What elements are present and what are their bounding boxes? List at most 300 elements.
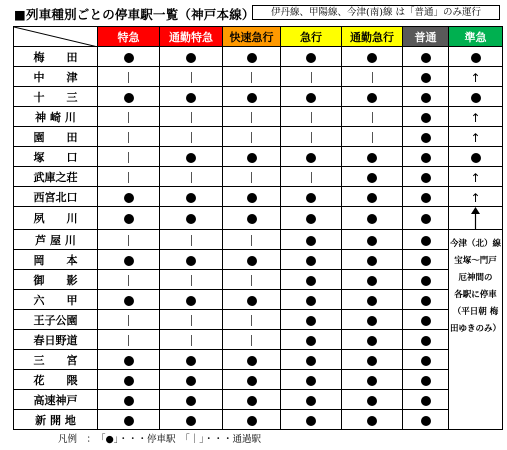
table-row (14, 147, 503, 167)
stop-cell (403, 330, 449, 350)
station-name: 三 宮 (14, 350, 98, 370)
column-header: 通勤特急 (160, 27, 223, 47)
pass-cell (223, 230, 281, 250)
pass-bar-icon (191, 335, 192, 346)
stop-dot-icon (306, 93, 316, 103)
table-row (14, 187, 503, 207)
continue-cell (449, 67, 503, 87)
junkyu-note (449, 230, 503, 430)
stop-cell (281, 330, 342, 350)
station-name: 岡 本 (14, 250, 98, 270)
column-header: 特急 (98, 27, 160, 47)
table-row (14, 410, 503, 430)
table-row (14, 290, 503, 310)
stop-cell (98, 390, 160, 410)
stop-dot-icon (471, 93, 481, 103)
station-name: 塚 口 (14, 147, 98, 167)
pass-bar-icon (311, 72, 312, 83)
pass-cell (281, 67, 342, 87)
junkyu-note-line: 各駅に停車 (454, 290, 497, 300)
pass-cell (223, 67, 281, 87)
table-row (14, 370, 503, 390)
pass-cell (160, 107, 223, 127)
stop-dot-icon (421, 276, 431, 286)
stop-dot-icon (186, 256, 196, 266)
stop-cell (403, 230, 449, 250)
pass-cell (223, 330, 281, 350)
stop-cell (160, 207, 223, 230)
pass-bar-icon (128, 275, 129, 286)
stop-dot-icon (186, 214, 196, 224)
stop-cell (342, 147, 403, 167)
stop-cell (342, 390, 403, 410)
pass-bar-icon (251, 335, 252, 346)
table-row (14, 127, 503, 147)
stop-dot-icon (306, 276, 316, 286)
station-name: 新 開 地 (14, 410, 98, 430)
stop-dot-icon (421, 93, 431, 103)
pass-cell (223, 107, 281, 127)
stop-cell (281, 310, 342, 330)
pass-bar-icon (128, 132, 129, 143)
pass-cell (160, 67, 223, 87)
stop-cell (403, 107, 449, 127)
stop-cell (281, 290, 342, 310)
stop-cell (160, 390, 223, 410)
stop-dot-icon (247, 93, 257, 103)
stop-dot-icon (306, 193, 316, 203)
stop-cell (403, 270, 449, 290)
stop-dot-icon (471, 153, 481, 163)
pass-bar-icon (128, 335, 129, 346)
station-name: 王子公園 (14, 310, 98, 330)
pass-bar-icon (128, 315, 129, 326)
pass-bar-icon (372, 72, 373, 83)
up-arrow-icon: ↑ (470, 171, 481, 185)
stop-dot-icon (306, 236, 316, 246)
stop-dot-icon (124, 214, 134, 224)
stop-cell (403, 310, 449, 330)
station-name: 六 甲 (14, 290, 98, 310)
pass-bar-icon (191, 112, 192, 123)
junkyu-note-line: （平日朝 梅 (452, 307, 499, 317)
stop-cell (160, 370, 223, 390)
stop-cell (281, 187, 342, 207)
stop-dot-icon (421, 416, 431, 426)
pass-bar-icon (251, 315, 252, 326)
pass-cell (98, 67, 160, 87)
pass-bar-icon (251, 132, 252, 143)
station-name: 御 影 (14, 270, 98, 290)
pass-cell (98, 147, 160, 167)
stop-dot-icon (367, 376, 377, 386)
stop-cell (281, 230, 342, 250)
long-up-arrow-icon (471, 207, 480, 229)
stop-dot-icon (124, 93, 134, 103)
stop-dot-icon (421, 296, 431, 306)
stop-cell (449, 47, 503, 67)
stop-dot-icon (421, 396, 431, 406)
stop-dot-icon (247, 356, 257, 366)
stop-dot-icon (186, 376, 196, 386)
pass-bar-icon (128, 152, 129, 163)
stop-cell (449, 147, 503, 167)
stop-cell (223, 187, 281, 207)
stop-cell (403, 147, 449, 167)
station-name: 園 田 (14, 127, 98, 147)
station-name: 武庫之荘 (14, 167, 98, 187)
stop-cell (281, 270, 342, 290)
pass-cell (98, 127, 160, 147)
pass-bar-icon (251, 275, 252, 286)
stop-cell (342, 330, 403, 350)
stop-dot-icon (421, 133, 431, 143)
stop-dot-icon (124, 416, 134, 426)
pass-cell (223, 270, 281, 290)
continue-cell (449, 127, 503, 147)
stop-cell (342, 250, 403, 270)
stop-dot-icon (186, 53, 196, 63)
stop-dot-icon (306, 214, 316, 224)
station-name: 芦 屋 川 (14, 230, 98, 250)
stop-cell (98, 187, 160, 207)
stop-dot-icon (421, 53, 431, 63)
up-arrow-icon: ↑ (470, 191, 481, 205)
up-arrow-icon: ↑ (470, 71, 481, 85)
table-row (14, 67, 503, 87)
stop-dot-icon (186, 396, 196, 406)
stop-cell (342, 87, 403, 107)
pass-cell (281, 107, 342, 127)
stop-dot-icon (186, 93, 196, 103)
stop-cell (403, 47, 449, 67)
stop-cell (98, 207, 160, 230)
pass-cell (342, 67, 403, 87)
pass-bar-icon (251, 72, 252, 83)
pass-bar-icon (128, 235, 129, 246)
stop-dot-icon (124, 396, 134, 406)
stop-cell (403, 87, 449, 107)
stop-cell (223, 87, 281, 107)
pass-bar-icon (311, 112, 312, 123)
stop-cell (281, 47, 342, 67)
pass-cell (160, 167, 223, 187)
stop-dot-icon (306, 316, 316, 326)
diagonal-line (14, 27, 98, 47)
stop-dot-icon (367, 173, 377, 183)
pass-cell (342, 107, 403, 127)
stop-cell (281, 410, 342, 430)
pass-cell (98, 270, 160, 290)
stop-dot-icon (421, 193, 431, 203)
stop-dot-icon (247, 153, 257, 163)
stop-dot-icon (367, 236, 377, 246)
stop-dot-icon (186, 296, 196, 306)
stop-cell (342, 310, 403, 330)
stop-dot-icon (367, 193, 377, 203)
stop-dot-icon (367, 53, 377, 63)
stop-cell (449, 87, 503, 107)
stop-dot-icon (306, 53, 316, 63)
table-row (14, 270, 503, 290)
stop-dot-icon (367, 356, 377, 366)
pass-cell (223, 167, 281, 187)
stop-dot-icon (367, 256, 377, 266)
stop-cell (403, 350, 449, 370)
service-note: 伊丹線、甲陽線、今津(南)線 は「普通」のみ運行 (252, 5, 500, 20)
pass-bar-icon (251, 172, 252, 183)
stop-cell (160, 87, 223, 107)
pass-cell (281, 167, 342, 187)
stop-cell (403, 250, 449, 270)
stop-cell (223, 390, 281, 410)
station-name: 高速神戸 (14, 390, 98, 410)
stop-dot-icon (421, 236, 431, 246)
table-row (14, 230, 503, 250)
pass-bar-icon (128, 112, 129, 123)
stop-dot-icon (367, 316, 377, 326)
stop-cell (342, 350, 403, 370)
pass-bar-icon (311, 172, 312, 183)
column-header: 快速急行 (223, 27, 281, 47)
pass-cell (98, 230, 160, 250)
stop-cell (160, 410, 223, 430)
pass-cell (342, 127, 403, 147)
junkyu-note-line: 宝塚～門戸 (454, 256, 497, 266)
stop-cell (281, 147, 342, 167)
stop-cell (223, 410, 281, 430)
stop-dot-icon (124, 296, 134, 306)
stop-cell (281, 370, 342, 390)
stop-dot-icon (367, 416, 377, 426)
stop-cell (98, 370, 160, 390)
stop-cell (98, 250, 160, 270)
table-row (14, 390, 503, 410)
stop-cell (223, 47, 281, 67)
pass-bar-icon (251, 235, 252, 246)
stop-cell (403, 290, 449, 310)
stop-cell (342, 290, 403, 310)
stop-dot-icon (306, 396, 316, 406)
stop-dot-icon (367, 93, 377, 103)
stop-cell (403, 167, 449, 187)
stop-cell (223, 147, 281, 167)
stop-dot-icon (124, 256, 134, 266)
table-row (14, 207, 503, 230)
stop-cell (403, 390, 449, 410)
stop-dot-icon (421, 214, 431, 224)
pass-bar-icon (372, 132, 373, 143)
stop-dot-icon (306, 296, 316, 306)
stop-dot-icon (124, 193, 134, 203)
stop-dot-icon (421, 336, 431, 346)
pass-bar-icon (128, 172, 129, 183)
up-arrow-icon: ↑ (470, 111, 481, 125)
stop-dot-icon (306, 376, 316, 386)
table-row (14, 310, 503, 330)
table-row (14, 167, 503, 187)
stop-dot-icon (247, 53, 257, 63)
stop-table (13, 26, 503, 430)
stop-dot-icon (306, 256, 316, 266)
stop-cell (160, 290, 223, 310)
stop-dot-icon (367, 336, 377, 346)
pass-bar-icon (191, 275, 192, 286)
stop-dot-icon (247, 296, 257, 306)
pass-cell (223, 310, 281, 330)
stop-cell (160, 187, 223, 207)
stop-dot-icon (306, 336, 316, 346)
stop-dot-icon (306, 416, 316, 426)
station-name: 神 崎 川 (14, 107, 98, 127)
stop-dot-icon (124, 376, 134, 386)
stop-cell (281, 87, 342, 107)
stop-dot-icon (186, 356, 196, 366)
table-row (14, 107, 503, 127)
pass-bar-icon (191, 315, 192, 326)
stop-dot-icon (186, 193, 196, 203)
pass-cell (281, 127, 342, 147)
stop-cell (403, 127, 449, 147)
station-name: 西宮北口 (14, 187, 98, 207)
stop-cell (342, 230, 403, 250)
station-name: 花 隈 (14, 370, 98, 390)
stop-dot-icon (306, 356, 316, 366)
stop-dot-icon (367, 153, 377, 163)
pass-bar-icon (128, 72, 129, 83)
stop-dot-icon (471, 53, 481, 63)
continue-cell (449, 167, 503, 187)
pass-cell (160, 270, 223, 290)
pass-cell (160, 230, 223, 250)
column-header: 急行 (281, 27, 342, 47)
table-row (14, 87, 503, 107)
table-row (14, 250, 503, 270)
stop-cell (160, 47, 223, 67)
pass-bar-icon (372, 112, 373, 123)
column-header: 普通 (403, 27, 449, 47)
stations-body (14, 47, 503, 430)
pass-cell (223, 127, 281, 147)
stop-dot-icon (421, 376, 431, 386)
stop-cell (98, 290, 160, 310)
pass-bar-icon (311, 132, 312, 143)
header-row (14, 27, 503, 47)
pass-cell (98, 167, 160, 187)
stop-dot-icon (421, 113, 431, 123)
stop-cell (160, 350, 223, 370)
stop-cell (342, 167, 403, 187)
stop-dot-icon (247, 256, 257, 266)
stop-cell (281, 250, 342, 270)
stop-cell (98, 87, 160, 107)
stop-dot-icon (367, 396, 377, 406)
pass-bar-icon (191, 235, 192, 246)
stop-dot-icon (421, 356, 431, 366)
stop-cell (403, 410, 449, 430)
station-name: 十 三 (14, 87, 98, 107)
page-title: ■列車種別ごとの停車駅一覧（神戸本線） (14, 7, 255, 22)
stop-dot-icon (367, 276, 377, 286)
stop-cell (223, 250, 281, 270)
long-arrow-cell (449, 207, 503, 230)
stop-dot-icon (247, 214, 257, 224)
pass-cell (160, 330, 223, 350)
column-header: 通勤急行 (342, 27, 403, 47)
stop-dot-icon (421, 316, 431, 326)
stop-dot-icon (124, 356, 134, 366)
continue-cell (449, 187, 503, 207)
stop-dot-icon (421, 73, 431, 83)
junkyu-note-line: 田ゆきのみ） (449, 324, 501, 334)
stop-cell (98, 410, 160, 430)
stop-cell (342, 370, 403, 390)
stop-cell (160, 250, 223, 270)
stop-cell (342, 410, 403, 430)
stop-cell (223, 290, 281, 310)
stop-cell (98, 350, 160, 370)
pass-bar-icon (191, 132, 192, 143)
junkyu-note-line: 厄神間の (458, 273, 493, 283)
stop-cell (223, 207, 281, 230)
table-row (14, 330, 503, 350)
stop-cell (281, 207, 342, 230)
pass-bar-icon (191, 172, 192, 183)
pass-cell (98, 310, 160, 330)
stop-cell (342, 187, 403, 207)
pass-cell (98, 107, 160, 127)
column-header: 準急 (449, 27, 503, 47)
station-name: 春日野道 (14, 330, 98, 350)
table-row (14, 47, 503, 67)
stop-dot-icon (306, 153, 316, 163)
stop-dot-icon (367, 214, 377, 224)
stop-dot-icon (247, 396, 257, 406)
corner-cell (14, 27, 98, 47)
stop-cell (223, 370, 281, 390)
stop-cell (223, 350, 281, 370)
continue-cell (449, 107, 503, 127)
up-arrow-icon: ↑ (470, 131, 481, 145)
stop-dot-icon (247, 416, 257, 426)
stop-dot-icon (421, 256, 431, 266)
stop-cell (403, 67, 449, 87)
pass-bar-icon (251, 112, 252, 123)
station-name: 夙 川 (14, 207, 98, 230)
stop-dot-icon (367, 296, 377, 306)
stop-cell (281, 350, 342, 370)
stop-cell (403, 187, 449, 207)
stop-dot-icon (186, 416, 196, 426)
stop-dot-icon (421, 153, 431, 163)
stop-cell (342, 270, 403, 290)
stop-dot-icon (186, 153, 196, 163)
stop-cell (160, 147, 223, 167)
stop-dot-icon (247, 376, 257, 386)
stop-cell (403, 370, 449, 390)
stop-dot-icon (421, 173, 431, 183)
pass-cell (98, 330, 160, 350)
junkyu-note-line: 今津（北）線 (449, 239, 501, 249)
station-name: 中 津 (14, 67, 98, 87)
stop-cell (342, 207, 403, 230)
stop-cell (342, 47, 403, 67)
pass-cell (160, 310, 223, 330)
stop-cell (403, 207, 449, 230)
stop-dot-icon (247, 193, 257, 203)
pass-bar-icon (191, 72, 192, 83)
table-row (14, 350, 503, 370)
